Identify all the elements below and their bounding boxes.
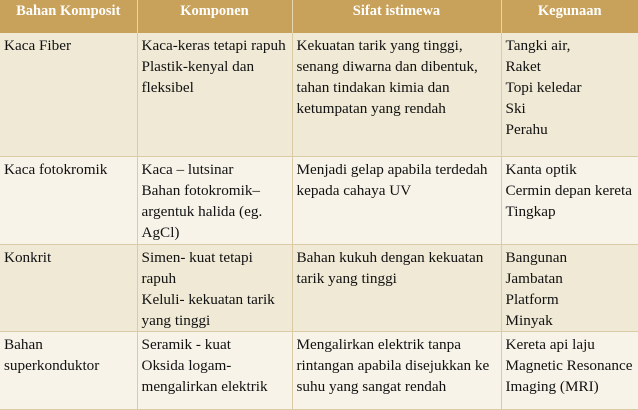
header-kegunaan: Kegunaan: [501, 0, 638, 33]
komponen-item: Oksida logam- mengalirkan elektrik: [141, 356, 268, 395]
sifat-cell: Mengalirkan elektrik tanpa rintangan apabila disejukkan ke suhu yang sangat rendah: [292, 331, 501, 409]
kegunaan-cell: [501, 156, 638, 244]
bahan-cell: Konkrit: [0, 244, 137, 331]
sifat-cell: Menjadi gelap apabila terdedah kepada cahaya UV: [292, 156, 501, 244]
kegunaan-item: Tingkap: [505, 202, 556, 220]
table-row: [0, 33, 638, 156]
bahan-cell: Kaca Fiber: [0, 33, 137, 156]
kegunaan-item: Cermin depan kereta: [505, 181, 633, 199]
komponen-item: Plastik-kenyal dan fleksibel: [141, 58, 255, 96]
kegunaan-item: Minyak: [505, 311, 553, 329]
header-sifat-istimewa: Sifat istimewa: [292, 0, 501, 33]
header-bahan-komposit: Bahan Komposit: [0, 0, 137, 33]
sifat-cell: Kekuatan tarik yang tinggi, senang diwarna dan dibentuk, tahan tindakan kimia dan ketumpatan yang rendah: [292, 33, 501, 156]
kegunaan-cell: [501, 244, 638, 331]
komponen-item: Kaca-keras tetapi rapuh: [141, 37, 286, 54]
bahan-cell: Kaca fotokromik: [0, 156, 137, 244]
header-komponen: Komponen: [137, 0, 292, 33]
kegunaan-item: Ski: [505, 100, 526, 117]
komponen-item: Seramik - kuat: [141, 335, 231, 353]
sifat-cell: Bahan kukuh dengan kekuatan tarik yang tinggi: [292, 244, 501, 331]
kegunaan-item: Tangki air,: [505, 37, 571, 54]
header-row: [0, 0, 638, 33]
kegunaan-item: Kanta optik: [505, 160, 577, 178]
komponen-cell: [137, 156, 292, 244]
komponen-item: Simen- kuat tetapi rapuh: [141, 248, 253, 287]
kegunaan-item: Raket: [505, 58, 541, 75]
komponen-item: Kaca – lutsinar: [141, 160, 234, 178]
table-row: [0, 244, 638, 331]
kegunaan-item: Magnetic Resonance Imaging (MRI): [505, 356, 633, 395]
komponen-item: Keluli- kekuatan tarik yang tinggi: [141, 290, 275, 329]
komponen-item: Bahan fotokromik– argentuk halida (eg. AgCl): [141, 181, 263, 241]
komponen-cell: [137, 33, 292, 156]
table-row: [0, 156, 638, 244]
kegunaan-item: Kereta api laju: [505, 335, 595, 353]
kegunaan-item: Platform: [505, 290, 559, 308]
kegunaan-item: Jambatan: [505, 269, 563, 287]
kegunaan-cell: [501, 331, 638, 409]
komponen-cell: [137, 331, 292, 409]
kegunaan-item: Perahu: [505, 121, 548, 138]
kegunaan-item: Topi keledar: [505, 79, 582, 96]
bahan-cell: Bahan superkonduktor: [0, 331, 137, 409]
kegunaan-cell: [501, 33, 638, 156]
table-row: [0, 331, 638, 409]
komponen-cell: [137, 244, 292, 331]
kegunaan-item: Bangunan: [505, 248, 568, 266]
